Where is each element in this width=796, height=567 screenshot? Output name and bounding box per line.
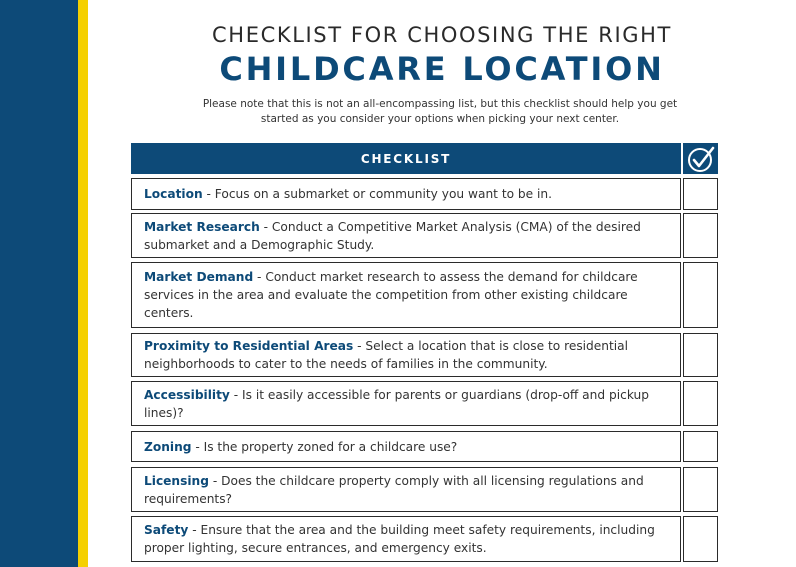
title-line-1: CHECKLIST FOR CHOOSING THE RIGHT — [212, 23, 672, 47]
item-description: - Conduct a Competitive Market Analysis (CMA) of the desired submarket and a Demographic Study. — [144, 219, 641, 252]
item-description: - Ensure that the area and the building meet safety requirements, including proper lighting, secure entrances, and emergency exits. — [144, 523, 655, 555]
checklist-header: CHECKLIST — [131, 143, 681, 174]
item-description: - Select a location that is close to residential neighborhoods to cater to the needs of families in the community. — [144, 339, 629, 371]
item-description: - Is the property zoned for a childcare use? — [191, 439, 458, 454]
checkbox-zoning[interactable] — [683, 431, 718, 462]
checkbox-market-research[interactable] — [683, 213, 718, 258]
checkbox-proximity[interactable] — [683, 333, 718, 377]
header-check-cell — [683, 143, 718, 174]
checkbox-location[interactable] — [683, 178, 718, 210]
checklist-row-location — [131, 178, 681, 210]
checkbox-safety[interactable] — [683, 516, 718, 562]
item-term: Proximity to Residential Areas — [144, 339, 354, 353]
item-description: - Is it easily accessible for parents or guardians (drop-off and pickup lines)? — [144, 387, 649, 420]
item-term: Licensing — [144, 473, 209, 488]
checklist-row-market-demand — [131, 262, 681, 328]
item-description: - Does the childcare property comply with all licensing regulations and requirements? — [144, 473, 644, 506]
checklist-row-licensing — [131, 467, 681, 512]
left-navy-stripe — [0, 0, 78, 567]
checkbox-market-demand[interactable] — [683, 262, 718, 328]
title-line-2: CHILDCARE LOCATION — [219, 50, 665, 88]
checklist-row-market-research — [131, 213, 681, 258]
checklist-row-safety — [131, 516, 681, 562]
checkbox-licensing[interactable] — [683, 467, 718, 512]
item-description: - Conduct market research to assess the demand for childcare services in the area and evaluate the competition from other existing childcare centers. — [144, 270, 638, 320]
item-term: Zoning — [144, 439, 192, 454]
item-term: Safety — [144, 523, 189, 537]
checklist-row-proximity — [131, 333, 681, 377]
item-term: Market Demand — [144, 270, 254, 284]
item-term: Market Research — [144, 219, 260, 234]
checklist-row-zoning — [131, 431, 681, 462]
checklist-row-accessibility — [131, 381, 681, 426]
left-yellow-stripe — [78, 0, 88, 567]
intro-text: Please note that this is not an all-encompassing list, but this checklist should help you get started as you consider your options when picking your next center. — [202, 98, 678, 125]
checkmark-circle-icon — [686, 145, 716, 173]
checkbox-accessibility[interactable] — [683, 381, 718, 426]
item-description: - Focus on a submarket or community you want to be in. — [202, 187, 553, 201]
item-term: Accessibility — [144, 387, 230, 402]
item-term: Location — [144, 187, 203, 201]
